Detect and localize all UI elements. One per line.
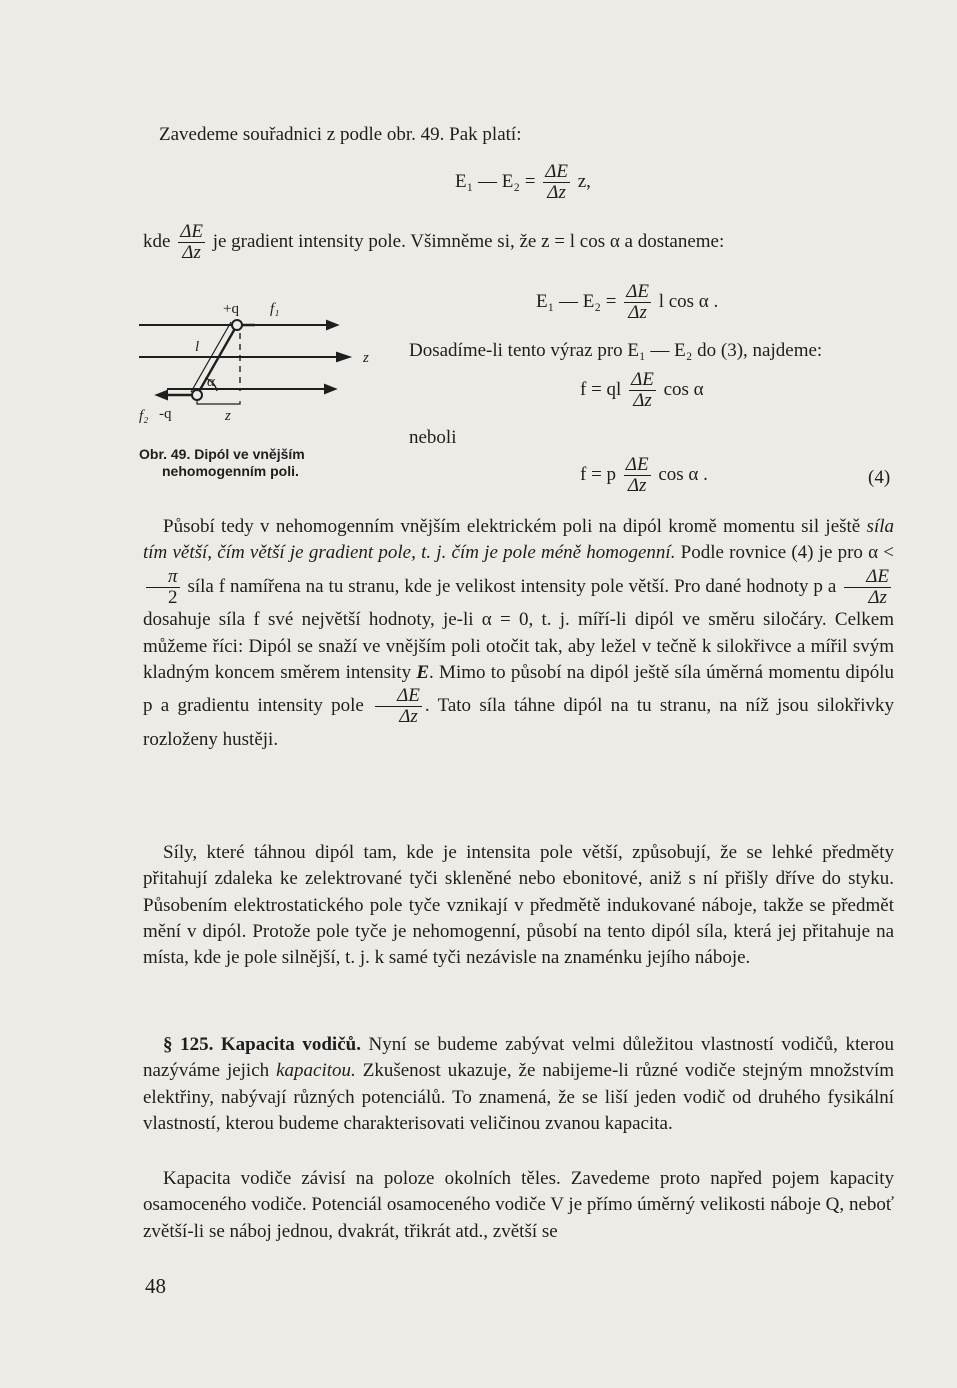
positive-charge-icon (232, 320, 242, 330)
equation-number: (4) (868, 467, 891, 488)
label-f1: f₁ (270, 301, 280, 317)
kde-fraction: $\frac{\Delta E}{\Delta z}$ (180, 221, 203, 263)
label-l: l (195, 339, 200, 355)
equation-1 (455, 162, 591, 203)
section-125-paragraph: § 125. Kapacita vodičů. Nyní se budeme zabývat velmi důležitou vlastností vodičů, kterou nazýváme jejich kapacitou. Zkušenost ukazuje, že nabijeme-li různé vodiče stejným množstvím elektřiny, nabývají různých potenciálů. To znamená, že se liší jeden vodič od druhého fysikální vlastností, kterou budeme charakterisovati veličinou zvanou kapacita. (143, 1034, 895, 1134)
eq1-rhs: z, (577, 170, 591, 192)
label-plus-q: +q (223, 301, 239, 317)
caption-line-2: nehomogenním poli. (162, 463, 299, 479)
paragraph-2: Síly, které táhnou dipól tam, kde je intensita pole větší, způsobují, že se lehké předměty přitahují zdaleka ke zelektrované tyči skleněné nebo ebonitové, aniž s ní přišly dříve do styku. Působením elektrostatického pole tyče vznikají v předmětě indukované náboje, takže se předmět mění v dipól. Protože pole tyče je nehomogenní, působí na tento dipól síla, která jej přitahuje na místa, kde je pole silnější, t. j. k samé tyči nezávisle na znaménku jejího náboje. (143, 842, 894, 969)
arrow-icon (325, 385, 335, 393)
arrow-icon (327, 321, 337, 329)
equation-4: f = p $\frac{\Delta E}{\Delta z}$ cos α . (580, 454, 708, 496)
dipole-axis (197, 325, 237, 395)
caption-line-1: Obr. 49. Dipól ve vnějším (139, 446, 305, 462)
label-z-axis: z (363, 350, 369, 366)
emphasis: síla tím větší, čím větší je gradient pole, t. j. čím je pole méně homogenní. (143, 516, 894, 564)
section-heading: § 125. Kapacita vodičů. (163, 1034, 361, 1055)
paragraph-3: Kapacita vodiče závisí na poloze okolních těles. Zavedeme proto napřed pojem kapacity osamoceného vodiče. Potenciál osamoceného vodiče V je přímo úměrný velikosti náboje Q, neboť zvětší-li se náboj jednou, dvakrát, třikrát atd., zvětší se (143, 1168, 894, 1242)
eq2-fraction: $\frac{\Delta E}{\Delta z}$ (626, 281, 649, 323)
dosadime-line: Dosadíme-li tento výraz pro E₁ — E₂ do (3), najdeme: (409, 340, 823, 361)
page-number: 48 (145, 1274, 166, 1298)
figure-caption (139, 446, 349, 480)
equation-2: E₁ — E₂ = $\frac{\Delta E}{\Delta z}$ l cos α . (536, 281, 719, 323)
intro-line: Zavedeme souřadnici z podle obr. 49. Pak platí: (159, 124, 522, 145)
arrow-icon (157, 391, 167, 399)
label-alpha: α (207, 374, 215, 390)
paragraph-1: Působí tedy v nehomogenním vnějším elektrickém poli na dipól kromě momentu sil ještě síla tím větší, čím větší je gradient pole, t. j. čím je pole méně homogenní. Podle rovnice (4) je pro α < $\frac{\pi}{2}$ síla f namířena na tu stranu, kde je velikost intensity pole větší. Pro dané hodnoty p a $\frac{\Delta E}{\Delta z}$ dosahuje síla f své největší hodnoty, je-li α = 0, t. j. míří-li dipól ve směru siločáry. Celkem můžeme říci: Dipól se snaží ve vnějším poli otočit tak, aby ležel v tečně k silokřivce a mířil svým kladným koncem směrem intensity E. Mimo to působí na dipól ještě síla úměrná momentu dipólu p a gradientu intensity pole $\frac{\Delta E}{\Delta z}$ . Tato síla táhne dipól na tu stranu, na níž jsou silokřivky rozloženy hustěji. (143, 516, 894, 751)
eq3-fraction: $\frac{\Delta E}{\Delta z}$ (631, 369, 654, 411)
label-minus-q: -q (159, 406, 172, 422)
eq1-lhs: E₁ — E₂ = (455, 170, 536, 192)
kde-line (143, 222, 724, 263)
equation-3: f = ql $\frac{\Delta E}{\Delta z}$ cos α (580, 369, 704, 411)
eq1-fraction: $\frac{\Delta E}{\Delta z}$ (545, 161, 568, 203)
eq4-fraction: $\frac{\Delta E}{\Delta z}$ (625, 454, 649, 496)
negative-charge-icon (192, 390, 202, 400)
neboli-word: neboli (409, 427, 457, 448)
kde-text: je gradient intensity pole. Všimněme si, že z = l cos α a dostaneme: (212, 230, 725, 252)
label-f2: f₂ (139, 408, 149, 424)
dipole-figure (137, 296, 377, 441)
kde-prefix: kde (143, 230, 171, 252)
label-z-small: z (225, 408, 231, 424)
z-bracket (197, 401, 240, 404)
arrow-icon (337, 353, 349, 361)
